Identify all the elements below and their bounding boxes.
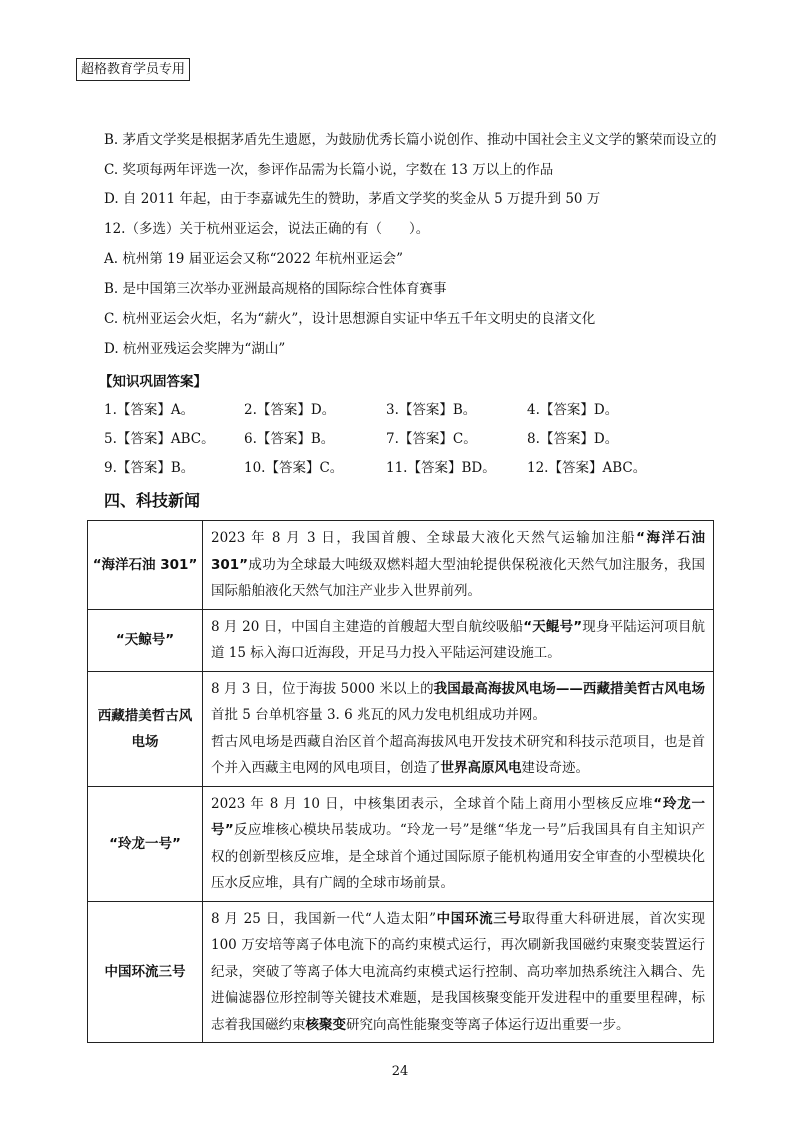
- section-title: 四、科技新闻: [104, 491, 201, 510]
- answer-item: 4.【答案】D。: [527, 402, 619, 418]
- news-row-xizang-zhegu-wind-farm: [88, 671, 714, 786]
- prev-option-d: D. 自 2011 年起，由于李嘉诚先生的赞助，茅盾文学奖的奖金从 5 万提升到 50 万: [104, 191, 601, 207]
- news-label: “海洋石油 301”: [88, 521, 203, 610]
- question-12-option-d: D. 杭州亚残运会奖牌为“湖山”: [104, 341, 286, 357]
- news-label: 中国环流三号: [88, 901, 203, 1043]
- prev-option-b: B. 茅盾文学奖是根据茅盾先生遗愿，为鼓励优秀长篇小说创作、推动中国社会主义文学的繁荣而设立的: [104, 132, 717, 148]
- question-12-option-a: A. 杭州第 19 届亚运会又称“2022 年杭州亚运会”: [104, 251, 404, 267]
- answer-item: 8.【答案】D。: [527, 431, 619, 447]
- news-row-haiyang-shiyou-301: [88, 521, 714, 610]
- news-label: “玲龙一号”: [88, 786, 203, 901]
- news-description: 8 月 3 日，位于海拔 5000 米以上的我国最高海拔风电场——西藏措美哲古风电场首批 5 台单机容量 3. 6 兆瓦的风力发电机组成功并网。 哲古风电场是西藏自治区首个超高海拔风电开发技术研究和科技示范项目，也是首个并入西藏主电网的风电项目，创造了世界高原风电建设奇迹。: [203, 671, 714, 786]
- news-row-zhongguo-huanliu-3: [88, 901, 714, 1043]
- question-12-option-c: C. 杭州亚运会火炬，名为“薪火”，设计思想源自实证中华五千年文明史的良渚文化: [104, 311, 596, 327]
- news-row-tiankun-hao: [88, 609, 714, 671]
- prev-option-c: C. 奖项每两年评选一次，参评作品需为长篇小说，字数在 13 万以上的作品: [104, 162, 554, 178]
- news-description: 2023 年 8 月 10 日，中核集团表示，全球首个陆上商用小型核反应堆“玲龙一号”反应堆核心模块吊装成功。“玲龙一号”是继“华龙一号”后我国具有自主知识产权的创新型核反应堆，是全球首个通过国际原子能机构通用安全审查的小型模块化压水反应堆，具有广阔的全球市场前景。: [203, 786, 714, 901]
- answer-item: 6.【答案】B。: [244, 431, 335, 447]
- answer-item: 9.【答案】B。: [104, 460, 195, 476]
- question-12-stem: 12.（多选）关于杭州亚运会，说法正确的有（ ）。: [104, 221, 430, 237]
- answer-item: 7.【答案】C。: [386, 431, 477, 447]
- news-description: 8 月 25 日，我国新一代“人造太阳”中国环流三号取得重大科研进展，首次实现 100 万安培等离子体电流下的高约束模式运行，再次刷新我国磁约束聚变装置运行纪录，突破了等离子体大电流高约束模式运行控制、高功率加热系统注入耦合、先进偏滤器位形控制等关键技术难题，是我国核聚变能开发进程中的重要里程碑，标志着我国磁约束核聚变研究向高性能聚变等离子体运行迈出重要一步。: [203, 901, 714, 1043]
- news-description: 8 月 20 日，中国自主建造的首艘超大型自航绞吸船“天鲲号”现身平陆运河项目航道 15 标入海口近海段，开足马力投入平陆运河建设施工。: [203, 609, 714, 671]
- tech-news-table: [87, 520, 714, 1043]
- page-number: 24: [391, 1064, 409, 1079]
- answers-row: [104, 429, 704, 449]
- answers-row: [104, 458, 704, 478]
- news-row-linglong-yihao: [88, 786, 714, 901]
- answer-item: 3.【答案】B。: [386, 402, 477, 418]
- question-12-option-b: B. 是中国第三次举办亚洲最高规格的国际综合性体育赛事: [104, 281, 447, 297]
- answers-row: [104, 400, 704, 420]
- news-label: “天鲸号”: [88, 609, 203, 671]
- answer-item: 5.【答案】ABC。: [104, 431, 215, 447]
- answer-item: 1.【答案】A。: [104, 402, 195, 418]
- answer-item: 10.【答案】C。: [244, 460, 344, 476]
- news-label: 西藏措美哲古风 电场: [88, 671, 203, 786]
- answer-item: 2.【答案】D。: [244, 402, 336, 418]
- header-tag: 超格教育学员专用: [76, 58, 190, 81]
- news-description: 2023 年 8 月 3 日，我国首艘、全球最大液化天然气运输加注船“海洋石油 301”成功为全球最大吨级双燃料超大型油轮提供保税液化天然气加注服务，我国国际船舶液化天然气加注产业步入世界前列。: [203, 521, 714, 610]
- answer-item: 11.【答案】BD。: [386, 460, 496, 476]
- answer-item: 12.【答案】ABC。: [527, 460, 647, 476]
- answers-title: 【知识巩固答案】: [99, 374, 207, 390]
